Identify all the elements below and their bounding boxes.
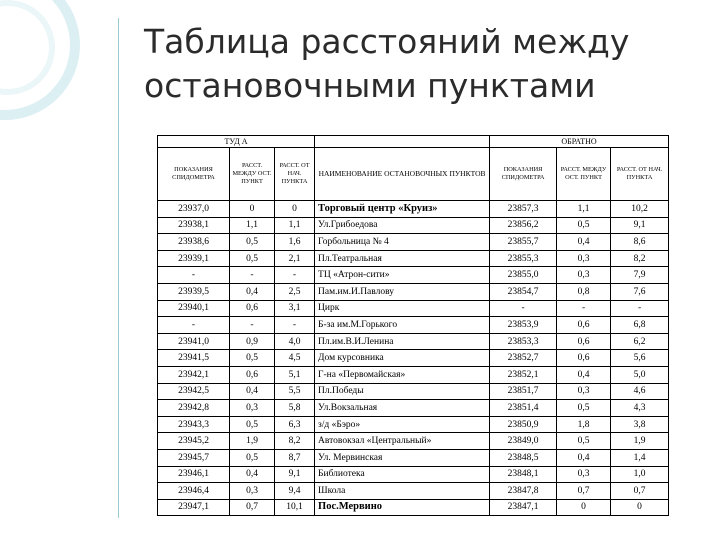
cell-stop-name: Б-за им.М.Горького <box>315 317 490 334</box>
table-row <box>158 400 669 417</box>
cell-dist-from-start-back: 8,2 <box>611 250 669 267</box>
cell-dist-from-start-forward: 8,2 <box>275 433 315 450</box>
header-dist-from-start-back: РАССТ. ОТ НАЧ. ПУНКТА <box>611 148 669 201</box>
table-row <box>158 201 669 218</box>
cell-dist-from-start-back: 7,6 <box>611 283 669 300</box>
table-row <box>158 333 669 350</box>
cell-dist-between-forward: 1,1 <box>230 217 275 234</box>
cell-dist-between-forward: 0,5 <box>230 416 275 433</box>
table-row <box>158 383 669 400</box>
distance-table <box>157 135 669 516</box>
cell-dist-from-start-back: 1,0 <box>611 466 669 483</box>
cell-stop-name: Дом курсовника <box>315 350 490 367</box>
cell-dist-from-start-back: - <box>611 300 669 317</box>
cell-dist-from-start-forward: 8,7 <box>275 449 315 466</box>
cell-stop-name: Торговый центр «Круиз» <box>315 201 490 218</box>
cell-odometer-forward: 23940,1 <box>158 300 230 317</box>
cell-odometer-back: 23848,1 <box>490 466 557 483</box>
cell-dist-between-forward: 0,4 <box>230 466 275 483</box>
cell-dist-from-start-forward: 2,5 <box>275 283 315 300</box>
table-row <box>158 350 669 367</box>
cell-odometer-forward: - <box>158 267 230 284</box>
cell-dist-from-start-back: 9,1 <box>611 217 669 234</box>
cell-dist-from-start-forward: 3,1 <box>275 300 315 317</box>
cell-dist-from-start-back: 3,8 <box>611 416 669 433</box>
cell-dist-between-back: 0,4 <box>557 234 611 251</box>
cell-stop-name: Пам.им.И.Павлову <box>315 283 490 300</box>
cell-dist-between-back: 0,3 <box>557 383 611 400</box>
cell-dist-from-start-back: 4,3 <box>611 400 669 417</box>
cell-dist-between-forward: 0,5 <box>230 350 275 367</box>
cell-dist-between-back: 0,3 <box>557 267 611 284</box>
cell-dist-from-start-forward: 2,1 <box>275 250 315 267</box>
cell-odometer-back: 23849,0 <box>490 433 557 450</box>
table-row <box>158 366 669 383</box>
cell-dist-between-forward: 0 <box>230 201 275 218</box>
cell-stop-name: Библиотека <box>315 466 490 483</box>
cell-dist-from-start-forward: 5,1 <box>275 366 315 383</box>
table-row <box>158 267 669 284</box>
cell-dist-from-start-back: 1,4 <box>611 449 669 466</box>
cell-dist-between-back: 0,3 <box>557 250 611 267</box>
cell-dist-from-start-forward: 9,4 <box>275 483 315 500</box>
cell-odometer-back: - <box>490 300 557 317</box>
cell-dist-between-forward: 0,3 <box>230 483 275 500</box>
cell-odometer-back: 23853,3 <box>490 333 557 350</box>
cell-odometer-forward: 23938,1 <box>158 217 230 234</box>
header-stop-name: НАИМЕНОВАНИЕ ОСТАНОВОЧНЫХ ПУНКТОВ <box>315 148 490 201</box>
cell-dist-between-back: 0 <box>557 499 611 516</box>
header-odometer-back: ПОКАЗАНИЯ СПИДОМЕТРА <box>490 148 557 201</box>
cell-dist-from-start-forward: 5,5 <box>275 383 315 400</box>
table-row <box>158 250 669 267</box>
cell-dist-between-back: 1,1 <box>557 201 611 218</box>
section-back-label: ОБРАТНО <box>490 136 669 148</box>
cell-dist-between-forward: - <box>230 317 275 334</box>
cell-dist-between-back: 1,8 <box>557 416 611 433</box>
cell-dist-between-back: 0,3 <box>557 466 611 483</box>
cell-dist-from-start-back: 6,2 <box>611 333 669 350</box>
page-title-line-1: Таблица расстояний между <box>144 22 630 61</box>
cell-dist-between-forward: 0,6 <box>230 366 275 383</box>
cell-dist-from-start-back: 7,9 <box>611 267 669 284</box>
cell-dist-from-start-back: 5,0 <box>611 366 669 383</box>
cell-dist-from-start-back: 0 <box>611 499 669 516</box>
cell-odometer-forward: 23947,1 <box>158 499 230 516</box>
cell-odometer-forward: 23941,5 <box>158 350 230 367</box>
cell-odometer-forward: 23946,1 <box>158 466 230 483</box>
cell-stop-name: Автовокзал «Центральный» <box>315 433 490 450</box>
cell-dist-from-start-forward: 5,8 <box>275 400 315 417</box>
cell-odometer-back: 23847,1 <box>490 499 557 516</box>
cell-dist-from-start-forward: - <box>275 267 315 284</box>
column-header-row <box>158 148 669 201</box>
cell-odometer-back: 23851,4 <box>490 400 557 417</box>
cell-dist-between-back: 0,4 <box>557 366 611 383</box>
cell-stop-name: Цирк <box>315 300 490 317</box>
cell-odometer-forward: 23937,0 <box>158 201 230 218</box>
cell-stop-name: Пл.Театральная <box>315 250 490 267</box>
table-row <box>158 234 669 251</box>
table-row <box>158 283 669 300</box>
cell-dist-from-start-back: 1,9 <box>611 433 669 450</box>
cell-dist-between-back: - <box>557 300 611 317</box>
cell-odometer-back: 23855,3 <box>490 250 557 267</box>
cell-odometer-forward: 23942,1 <box>158 366 230 383</box>
cell-dist-from-start-back: 5,6 <box>611 350 669 367</box>
page-title-line-2: остановочными пунктами <box>144 66 596 105</box>
cell-stop-name: Ул. Мервинская <box>315 449 490 466</box>
cell-odometer-forward: - <box>158 317 230 334</box>
cell-odometer-back: 23851,7 <box>490 383 557 400</box>
header-odometer-forward: ПОКАЗАНИЯ СПИДОМЕТРА <box>158 148 230 201</box>
cell-dist-from-start-forward: 4,5 <box>275 350 315 367</box>
cell-odometer-forward: 23939,5 <box>158 283 230 300</box>
cell-dist-between-forward: - <box>230 267 275 284</box>
cell-dist-between-forward: 0,4 <box>230 383 275 400</box>
cell-dist-between-back: 0,6 <box>557 317 611 334</box>
cell-dist-between-forward: 0,9 <box>230 333 275 350</box>
cell-odometer-forward: 23942,8 <box>158 400 230 417</box>
table-row <box>158 217 669 234</box>
cell-odometer-back: 23856,2 <box>490 217 557 234</box>
cell-odometer-back: 23854,7 <box>490 283 557 300</box>
cell-odometer-forward: 23943,3 <box>158 416 230 433</box>
table-row <box>158 466 669 483</box>
cell-odometer-forward: 23942,5 <box>158 383 230 400</box>
cell-odometer-forward: 23941,0 <box>158 333 230 350</box>
table-row <box>158 449 669 466</box>
cell-dist-from-start-forward: - <box>275 317 315 334</box>
table-row <box>158 433 669 450</box>
cell-odometer-forward: 23945,2 <box>158 433 230 450</box>
cell-dist-from-start-forward: 1,6 <box>275 234 315 251</box>
cell-odometer-back: 23852,7 <box>490 350 557 367</box>
cell-dist-from-start-back: 8,6 <box>611 234 669 251</box>
cell-odometer-back: 23848,5 <box>490 449 557 466</box>
cell-stop-name: ТЦ «Атрон-сити» <box>315 267 490 284</box>
cell-dist-between-forward: 0,7 <box>230 499 275 516</box>
cell-stop-name: Школа <box>315 483 490 500</box>
cell-dist-from-start-back: 6,8 <box>611 317 669 334</box>
cell-odometer-back: 23855,0 <box>490 267 557 284</box>
cell-odometer-back: 23847,8 <box>490 483 557 500</box>
cell-odometer-back: 23850,9 <box>490 416 557 433</box>
cell-odometer-forward: 23939,1 <box>158 250 230 267</box>
cell-dist-between-forward: 0,5 <box>230 234 275 251</box>
table-row <box>158 300 669 317</box>
cell-dist-between-forward: 0,6 <box>230 300 275 317</box>
cell-dist-between-back: 0,8 <box>557 283 611 300</box>
cell-dist-from-start-forward: 4,0 <box>275 333 315 350</box>
cell-dist-from-start-forward: 1,1 <box>275 217 315 234</box>
cell-dist-between-forward: 0,5 <box>230 250 275 267</box>
header-dist-between-forward: РАССТ. МЕЖДУ ОСТ. ПУНКТ <box>230 148 275 201</box>
cell-stop-name: Пос.Мервино <box>315 499 490 516</box>
table-row <box>158 483 669 500</box>
decorative-vertical-line <box>118 18 119 518</box>
section-forward-label: ТУД А <box>158 136 315 148</box>
cell-dist-between-back: 0,4 <box>557 449 611 466</box>
cell-dist-from-start-forward: 6,3 <box>275 416 315 433</box>
cell-dist-from-start-forward: 10,1 <box>275 499 315 516</box>
cell-dist-between-forward: 0,5 <box>230 449 275 466</box>
section-header-row <box>158 136 669 148</box>
cell-dist-from-start-back: 4,6 <box>611 383 669 400</box>
cell-odometer-back: 23852,1 <box>490 366 557 383</box>
cell-dist-from-start-forward: 9,1 <box>275 466 315 483</box>
cell-dist-between-forward: 1,9 <box>230 433 275 450</box>
cell-dist-from-start-forward: 0 <box>275 201 315 218</box>
cell-dist-between-back: 0,7 <box>557 483 611 500</box>
header-dist-between-back: РАССТ. МЕЖДУ ОСТ. ПУНКТ <box>557 148 611 201</box>
cell-dist-between-back: 0,6 <box>557 350 611 367</box>
cell-odometer-forward: 23945,7 <box>158 449 230 466</box>
cell-odometer-back: 23855,7 <box>490 234 557 251</box>
cell-dist-between-back: 0,6 <box>557 333 611 350</box>
cell-odometer-forward: 23946,4 <box>158 483 230 500</box>
cell-dist-between-back: 0,5 <box>557 400 611 417</box>
page-title <box>144 20 704 108</box>
table-row <box>158 416 669 433</box>
cell-odometer-forward: 23938,6 <box>158 234 230 251</box>
section-spacer <box>315 136 490 148</box>
cell-dist-between-forward: 0,3 <box>230 400 275 417</box>
table-row <box>158 317 669 334</box>
cell-stop-name: Г-на «Первомайская» <box>315 366 490 383</box>
cell-dist-between-back: 0,5 <box>557 217 611 234</box>
cell-odometer-back: 23853,9 <box>490 317 557 334</box>
header-dist-from-start-forward: РАССТ. ОТ НАЧ. ПУНКТА <box>275 148 315 201</box>
cell-stop-name: Ул.Грибоедова <box>315 217 490 234</box>
cell-dist-between-back: 0,5 <box>557 433 611 450</box>
cell-stop-name: Горбольница № 4 <box>315 234 490 251</box>
table-row <box>158 499 669 516</box>
cell-stop-name: з/д «Бэро» <box>315 416 490 433</box>
cell-dist-from-start-back: 10,2 <box>611 201 669 218</box>
cell-stop-name: Ул.Вокзальная <box>315 400 490 417</box>
cell-odometer-back: 23857,3 <box>490 201 557 218</box>
cell-dist-from-start-back: 0,7 <box>611 483 669 500</box>
cell-stop-name: Пл.им.В.И.Ленина <box>315 333 490 350</box>
cell-dist-between-forward: 0,4 <box>230 283 275 300</box>
cell-stop-name: Пл.Победы <box>315 383 490 400</box>
